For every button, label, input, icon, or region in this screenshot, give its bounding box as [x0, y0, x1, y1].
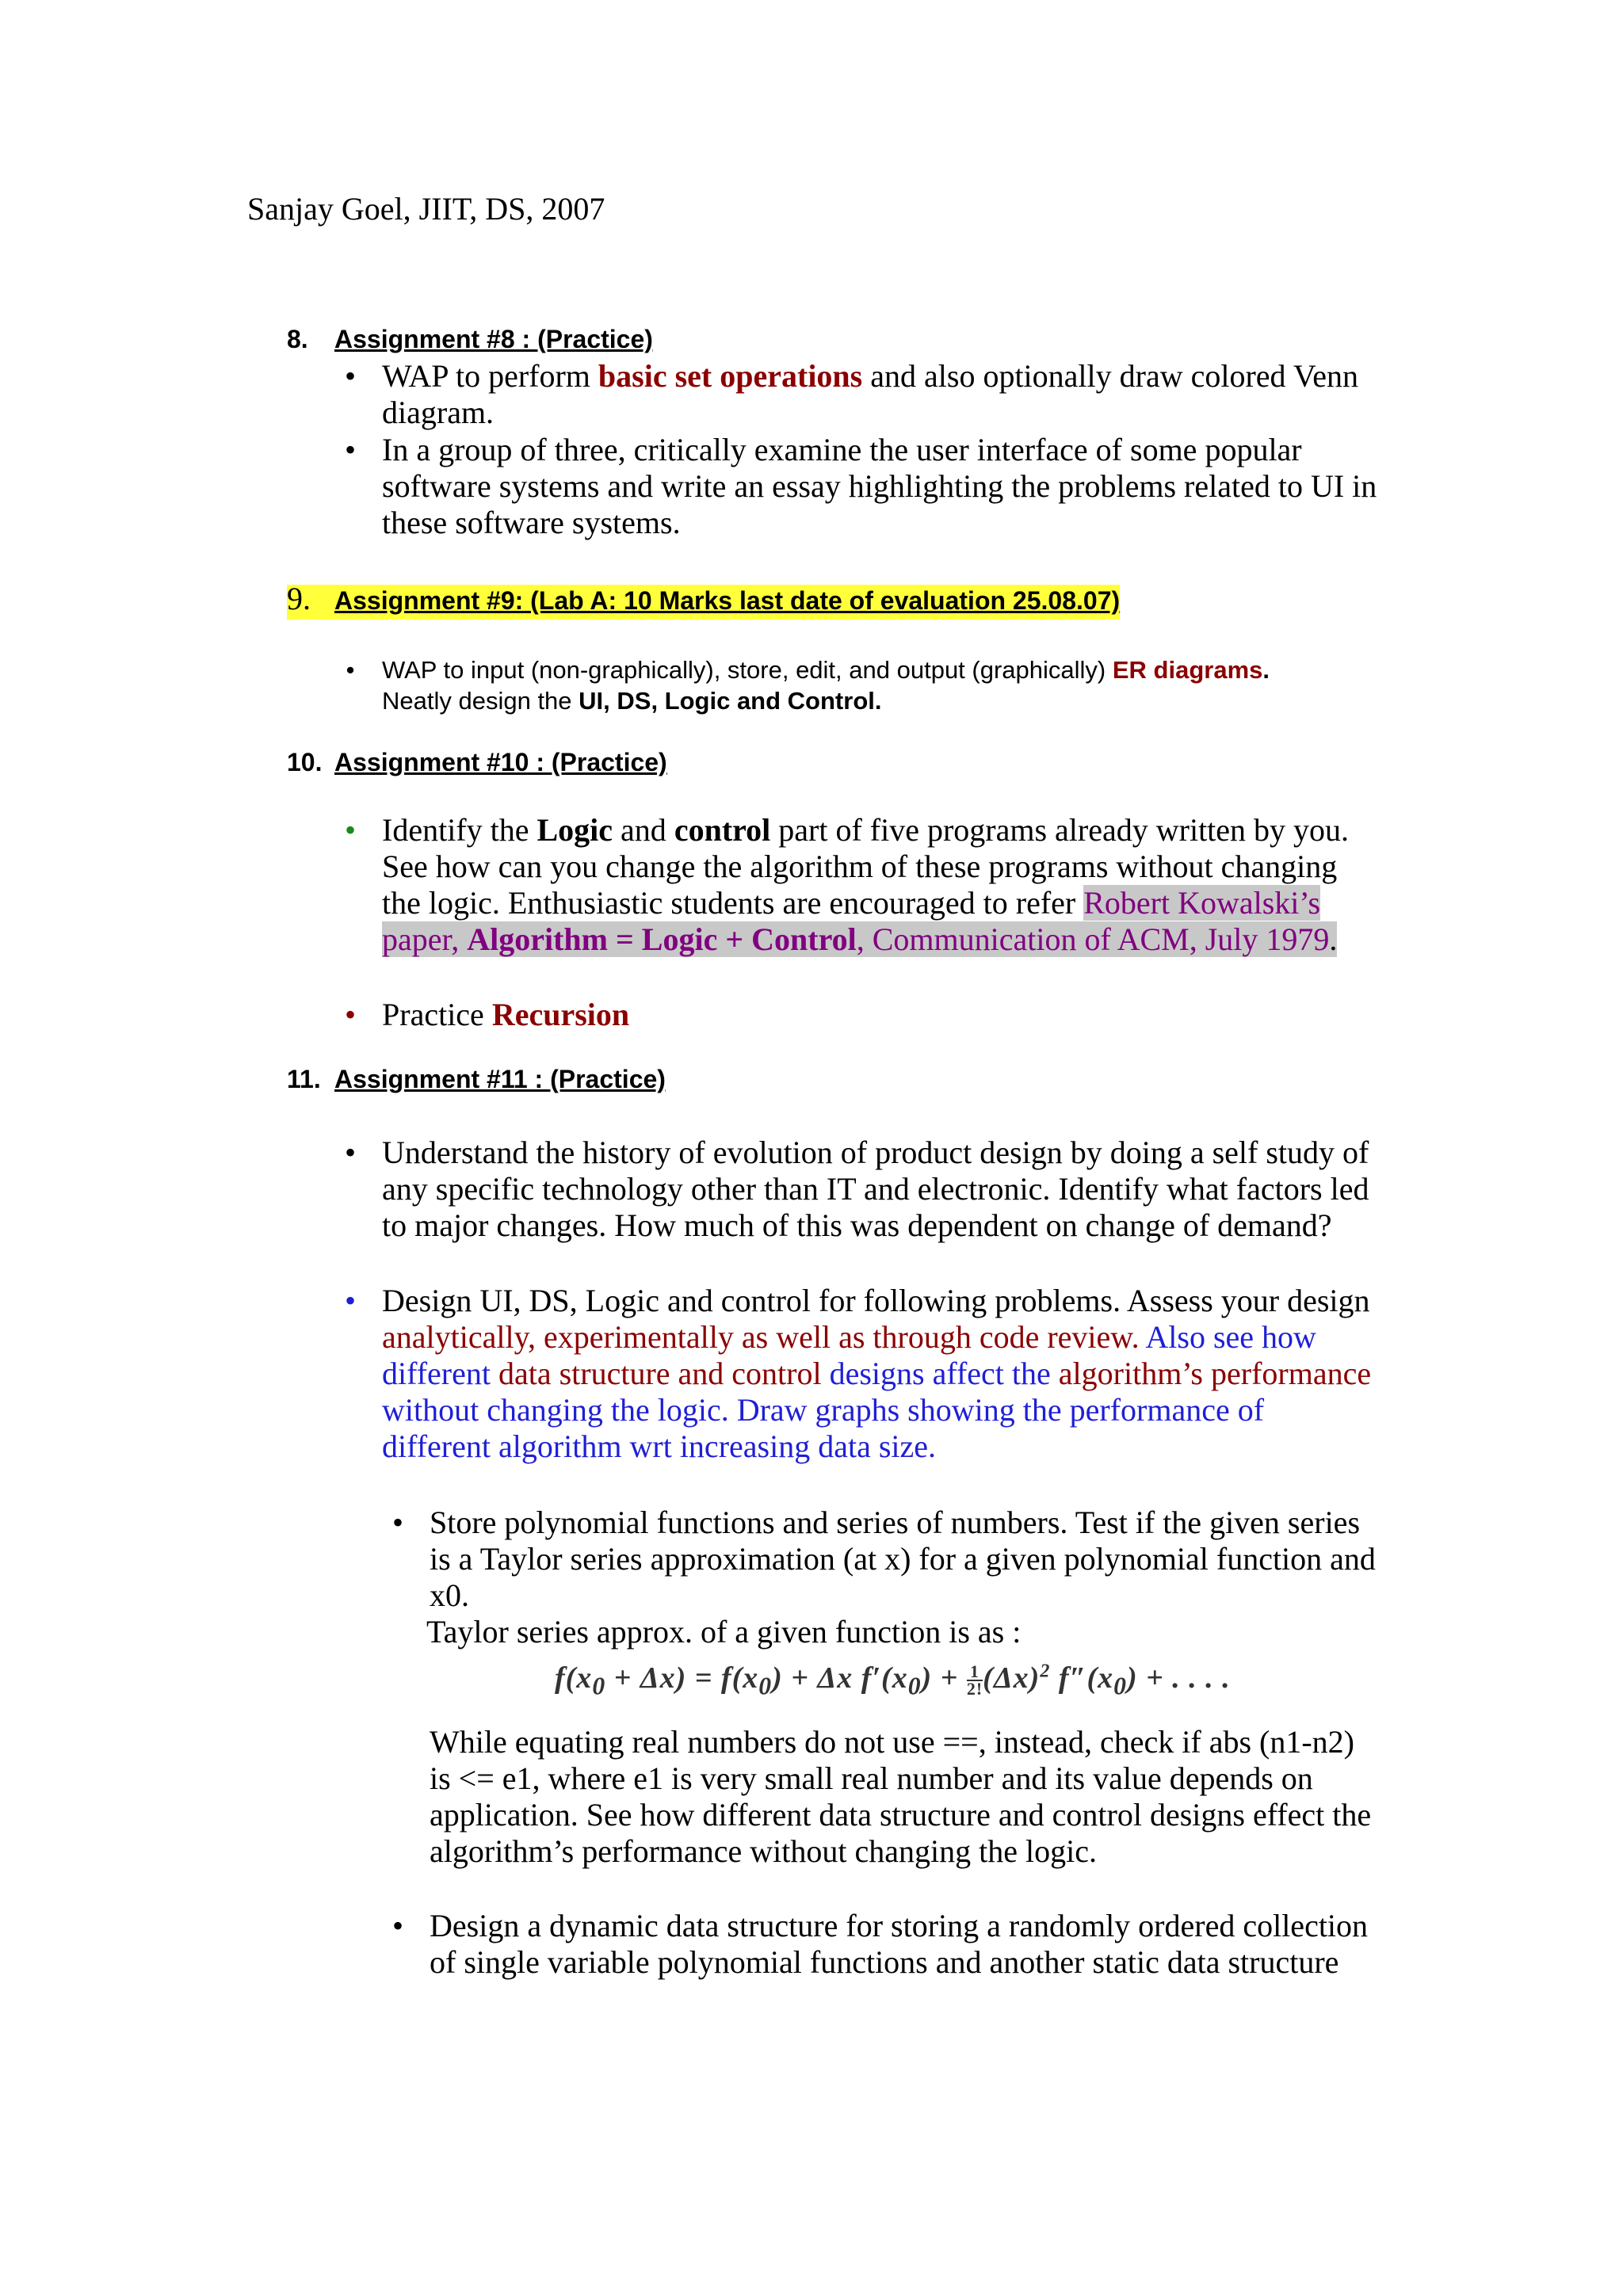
assignment-10-bullet-1: • Identify the Logic and control part of five programs already written by you. See how can you change the algorithm of these programs without changing the logic. Enthusiastic students are encouraged to refer Robert Kowalski’s paper, Algorithm = Logic + Control, Communication of ACM, July 1979.: [382, 812, 1412, 958]
highlight-text: basic set operations: [598, 358, 863, 394]
assignment-number: 9.: [287, 581, 311, 616]
bullet-dot: •: [344, 812, 356, 848]
bullet-dot: •: [391, 1908, 403, 1943]
sub-bullet-dynamic-ds: • Design a dynamic data structure for storing a randomly ordered collection of single variable polynomial functions and another static data structure: [430, 1908, 1428, 1981]
assignment-title: Assignment #10 : (Practice): [334, 748, 667, 776]
assignment-9-heading: [287, 580, 1120, 617]
assignment-number: 10.: [287, 748, 323, 776]
sub-bullet-taylor: • Store polynomial functions and series of numbers. Test if the given series is a Taylor series approximation (at x) for a given polynomial function and x0. Taylor series approx. of a given function is as :: [430, 1505, 1428, 1650]
taylor-formula: $f(x_0 + \Delta x) = f(x_0) + \Delta x$ $f'(x_0)$ + $\frac{1}{2!}$ $(\Delta x)^2$ $f''(x_0)$ + . . . .: [555, 1661, 1231, 1700]
assignment-title: Assignment #9: (Lab A: 10 Marks last date of evaluation 25.08.07): [334, 586, 1121, 615]
bullet-dot: •: [344, 997, 356, 1032]
assignment-11-bullet-1: • Understand the history of evolution of product design by doing a self study of any specific technology other than IT and electronic. Identify what factors led to major changes. How much of this was dependent on change of demand?: [382, 1135, 1412, 1244]
assignment-9-bullet-1: • WAP to input (non-graphically), store, edit, and output (graphically) ER diagrams. Neatly design the UI, DS, Logic and Control.: [382, 654, 1412, 716]
assignment-8-bullet-2: • In a group of three, critically examine the user interface of some popular software systems and write an essay highlighting the problems related to UI in these software systems.: [382, 432, 1412, 541]
assignment-number: 8.: [287, 325, 308, 353]
assignment-number: 11.: [287, 1065, 321, 1093]
fraction: $\frac{1}{2!}$: [966, 1661, 983, 1699]
assignment-8-heading: [287, 325, 653, 354]
assignment-10-heading: [287, 748, 667, 777]
sub-bullet-taylor-notes: While equating real numbers do not use ==, instead, check if abs (n1-n2) is <= e1, where e1 is very small real number and its value depends on application. See how different data structure and control designs effect the algorithm’s performance without changing the logic.: [430, 1724, 1372, 1869]
citation: Robert Kowalski’s: [1083, 885, 1321, 921]
bullet-dot: •: [344, 432, 356, 467]
assignment-title: Assignment #8 : (Practice): [334, 325, 653, 353]
bullet-dot: •: [344, 1135, 356, 1170]
bullet-dot: •: [346, 656, 355, 684]
page-header: Sanjay Goel, JIIT, DS, 2007: [247, 191, 605, 227]
assignment-11-bullet-2: • Design UI, DS, Logic and control for following problems. Assess your design analytically, experimentally as well as through code review. Also see how different data structure and control designs affect the algorithm’s performance without changing the logic. Draw graphs showing the performance of different algorithm wrt increasing data size.: [382, 1283, 1412, 1465]
bullet-dot: •: [344, 1283, 356, 1318]
assignment-11-heading: [287, 1065, 666, 1094]
bullet-dot: •: [344, 358, 356, 394]
assignment-title: Assignment #11 : (Practice): [334, 1065, 666, 1093]
assignment-8-bullet-1: • WAP to perform basic set operations and also optionally draw colored Venn diagram.: [382, 358, 1412, 431]
assignment-10-bullet-2: • Practice Recursion: [382, 997, 1412, 1033]
bullet-dot: •: [391, 1505, 403, 1540]
